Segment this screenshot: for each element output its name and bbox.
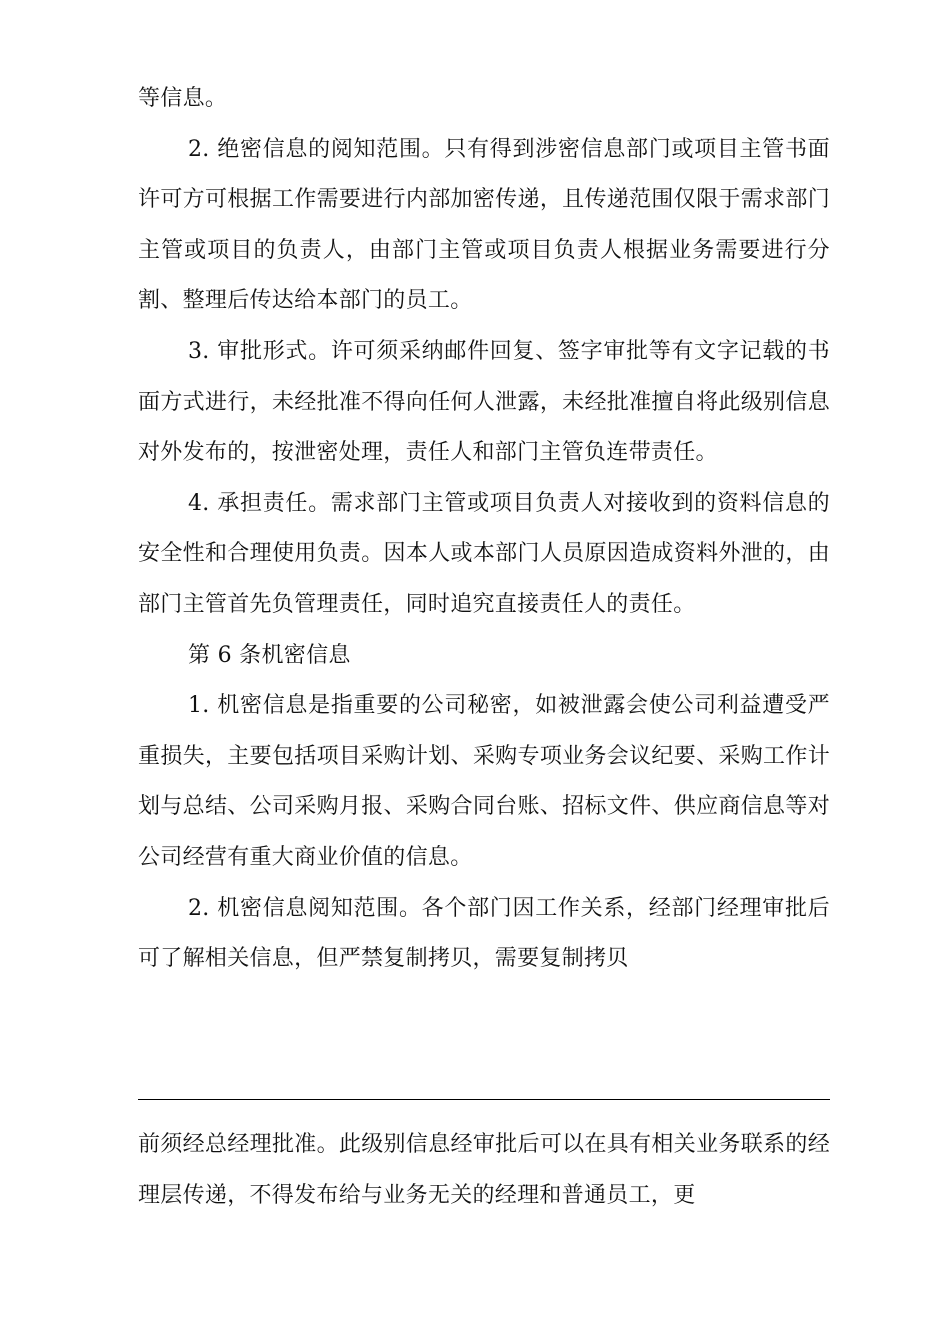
document-page-body [138, 74, 830, 985]
next-page-body [138, 1120, 830, 1221]
paragraph-continuation: 等信息。 [138, 86, 228, 111]
paragraph-approval-form: 3. 审批形式。许可须采纳邮件回复、签字审批等有文字记载的书面方式进行，未经批准不得向任何人泄露，未经批准擅自将此级别信息对外发布的，按泄密处理，责任人和部门主管负连带责任。 [138, 338, 830, 466]
section-heading-article-6: 第 6 条机密信息 [188, 642, 351, 668]
paragraph-next-page-continuation: 前须经总经理批准。此级别信息经审批后可以在具有相关业务联系的经理层传递，不得发布给与业务无关的经理和普通员工，更 [138, 1132, 830, 1208]
paragraph-responsibility: 4. 承担责任。需求部门主管或项目负责人对接收到的资料信息的安全性和合理使用负责。因本人或本部门人员原因造成资料外泄的，由部门主管首先负管理责任，同时追究直接责任人的责任。 [138, 490, 830, 617]
page-break-divider [138, 1099, 830, 1100]
paragraph-confidential-scope: 2. 机密信息阅知范围。各个部门因工作关系，经部门经理审批后可了解相关信息，但严禁复制拷贝，需要复制拷贝 [138, 895, 830, 972]
paragraph-confidential-definition: 1. 机密信息是指重要的公司秘密，如被泄露会使公司利益遭受严重损失，主要包括项目采购计划、采购专项业务会议纪要、采购工作计划与总结、公司采购月报、采购合同台账、招标文件、供应商信息等对公司经营有重大商业价值的信息。 [138, 693, 830, 870]
paragraph-top-secret-scope: 2. 绝密信息的阅知范围。只有得到涉密信息部门或项目主管书面许可方可根据工作需要进行内部加密传递，且传递范围仅限于需求部门主管或项目的负责人，由部门主管或项目负责人根据业务需要进行分割、整理后传达给本部门的员工。 [138, 136, 830, 314]
